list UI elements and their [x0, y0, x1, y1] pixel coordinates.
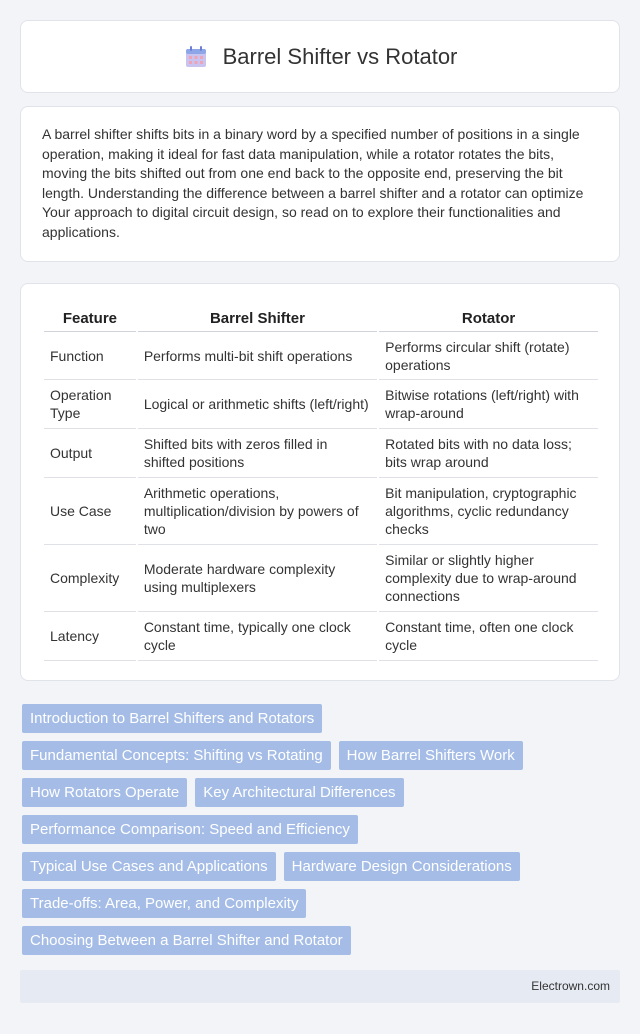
topic-link[interactable]: Typical Use Cases and Applications — [22, 852, 276, 881]
intro-text: A barrel shifter shifts bits in a binary word by a specified number of positions in a single operation, making it ideal for fast data manipulation, while a rotator rotates the bits, moving the bits shifted out from one end back to the opposite end, preserving the bit length. Understanding the difference between a barrel shifter and a rotator can optimize Your approach to digital circuit design, so read on to explore their functionalities and applications. — [42, 126, 584, 240]
table-header: Rotator — [379, 304, 598, 332]
table-row — [44, 612, 598, 661]
table-cell: Rotated bits with no data loss; bits wrap around — [379, 429, 598, 478]
table-cell: Output — [44, 429, 136, 478]
table-cell: Bitwise rotations (left/right) with wrap-around — [379, 380, 598, 429]
table-row — [44, 545, 598, 612]
link-row — [22, 704, 602, 733]
table-cell: Constant time, often one clock cycle — [379, 612, 598, 661]
topic-link[interactable]: Choosing Between a Barrel Shifter and Rotator — [22, 926, 351, 955]
calendar-icon — [183, 44, 209, 70]
comparison-table — [42, 304, 600, 661]
intro-card — [20, 106, 620, 262]
link-row — [22, 778, 602, 807]
title-card — [20, 20, 620, 93]
footer-source[interactable]: Electrown.com — [531, 979, 610, 993]
topic-link[interactable]: Introduction to Barrel Shifters and Rotators — [22, 704, 322, 733]
table-cell: Function — [44, 332, 136, 380]
footer — [20, 970, 620, 1003]
table-cell: Moderate hardware complexity using multiplexers — [138, 545, 377, 612]
link-row — [22, 741, 602, 770]
topic-link[interactable]: Fundamental Concepts: Shifting vs Rotating — [22, 741, 331, 770]
table-cell: Similar or slightly higher complexity due to wrap-around connections — [379, 545, 598, 612]
topic-link[interactable]: How Barrel Shifters Work — [339, 741, 523, 770]
table-row — [44, 478, 598, 545]
table-cell: Constant time, typically one clock cycle — [138, 612, 377, 661]
table-cell: Performs multi-bit shift operations — [138, 332, 377, 380]
table-cell: Bit manipulation, cryptographic algorithms, cyclic redundancy checks — [379, 478, 598, 545]
comparison-card — [20, 283, 620, 681]
link-row — [22, 926, 602, 955]
table-row — [44, 380, 598, 429]
link-row — [22, 815, 602, 844]
link-row — [22, 889, 602, 918]
table-cell: Performs circular shift (rotate) operations — [379, 332, 598, 380]
table-row — [44, 332, 598, 380]
table-cell: Arithmetic operations, multiplication/division by powers of two — [138, 478, 377, 545]
topic-link[interactable]: Trade-offs: Area, Power, and Complexity — [22, 889, 306, 918]
table-cell: Latency — [44, 612, 136, 661]
table-cell: Complexity — [44, 545, 136, 612]
table-header: Barrel Shifter — [138, 304, 377, 332]
link-row — [22, 852, 602, 881]
page-title: Barrel Shifter vs Rotator — [222, 43, 458, 69]
topic-link[interactable]: How Rotators Operate — [22, 778, 187, 807]
table-cell: Operation Type — [44, 380, 136, 429]
table-row — [44, 429, 598, 478]
table-cell: Use Case — [44, 478, 136, 545]
table-header-row — [44, 304, 598, 332]
table-header: Feature — [44, 304, 136, 332]
topic-link[interactable]: Hardware Design Considerations — [284, 852, 520, 881]
table-cell: Logical or arithmetic shifts (left/right) — [138, 380, 377, 429]
topic-link[interactable]: Performance Comparison: Speed and Efficiency — [22, 815, 358, 844]
topic-links — [22, 704, 602, 963]
topic-link[interactable]: Key Architectural Differences — [195, 778, 403, 807]
table-cell: Shifted bits with zeros filled in shifted positions — [138, 429, 377, 478]
